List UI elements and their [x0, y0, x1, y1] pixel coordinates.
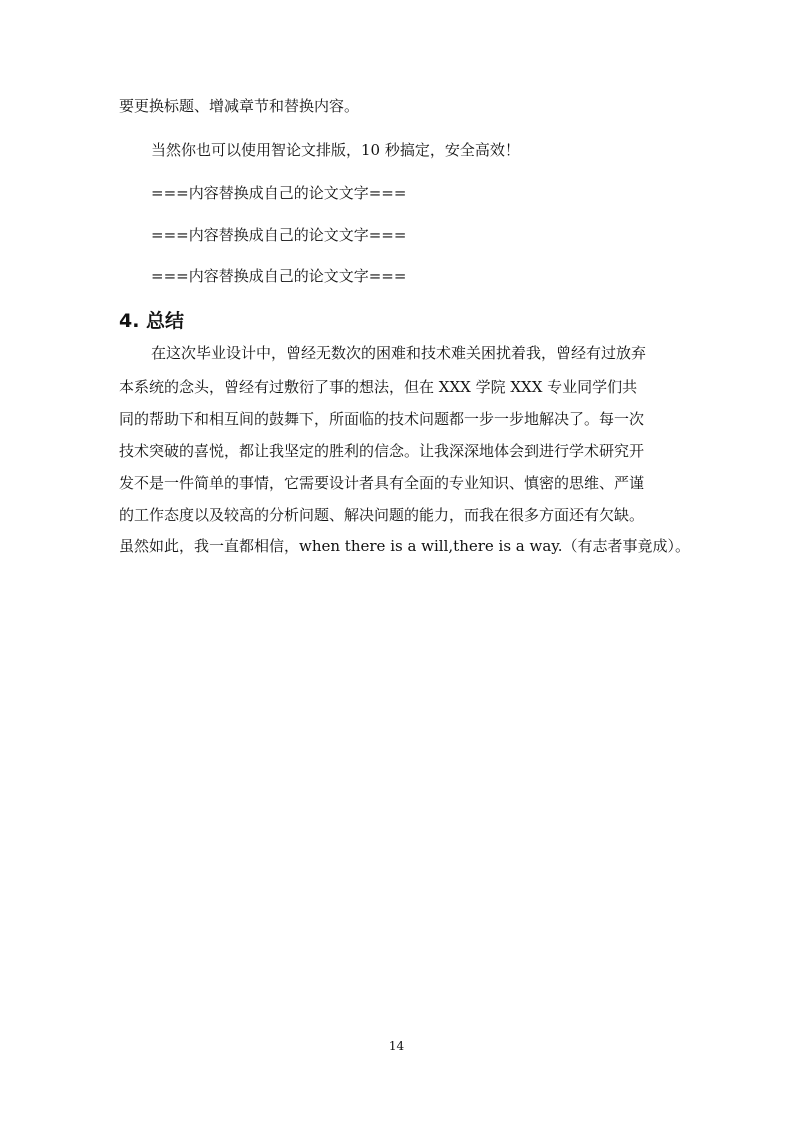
summary-line-3: 同的帮助下和相互间的鼓舞下，所面临的技术问题都一步一步地解决了。每一次	[119, 410, 645, 428]
summary-line-2: 本系统的念头，曾经有过敷衍了事的想法，但在 XXX 学院 XXX 专业同学们共	[119, 378, 638, 396]
summary-line-5: 发不是一件简单的事情，它需要设计者具有全面的专业知识、慎密的思维、严谨	[119, 474, 645, 492]
placeholder-line-3: ===内容替换成自己的论文文字===	[151, 267, 407, 285]
summary-line-1: 在这次毕业设计中，曾经无数次的困难和技术难关困扰着我，曾经有过放弃	[151, 344, 647, 362]
placeholder-line-1: ===内容替换成自己的论文文字===	[151, 184, 407, 202]
tip-line: 当然你也可以使用智论文排版，10 秒搞定，安全高效！	[151, 141, 520, 159]
placeholder-line-2: ===内容替换成自己的论文文字===	[151, 226, 407, 244]
page-number: 14	[388, 1039, 405, 1053]
section-heading-summary: 4. 总结	[119, 310, 185, 332]
paragraph-tail-line: 要更换标题、增减章节和替换内容。	[119, 97, 360, 115]
summary-line-7: 虽然如此，我一直都相信，when there is a will,there is a way.（有志者事竟成）。	[119, 537, 691, 555]
summary-line-4: 技术突破的喜悦，都让我坚定的胜利的信念。让我深深地体会到进行学术研究开	[119, 442, 645, 460]
summary-line-6: 的工作态度以及较高的分析问题、解决问题的能力，而我在很多方面还有欠缺。	[119, 506, 645, 524]
